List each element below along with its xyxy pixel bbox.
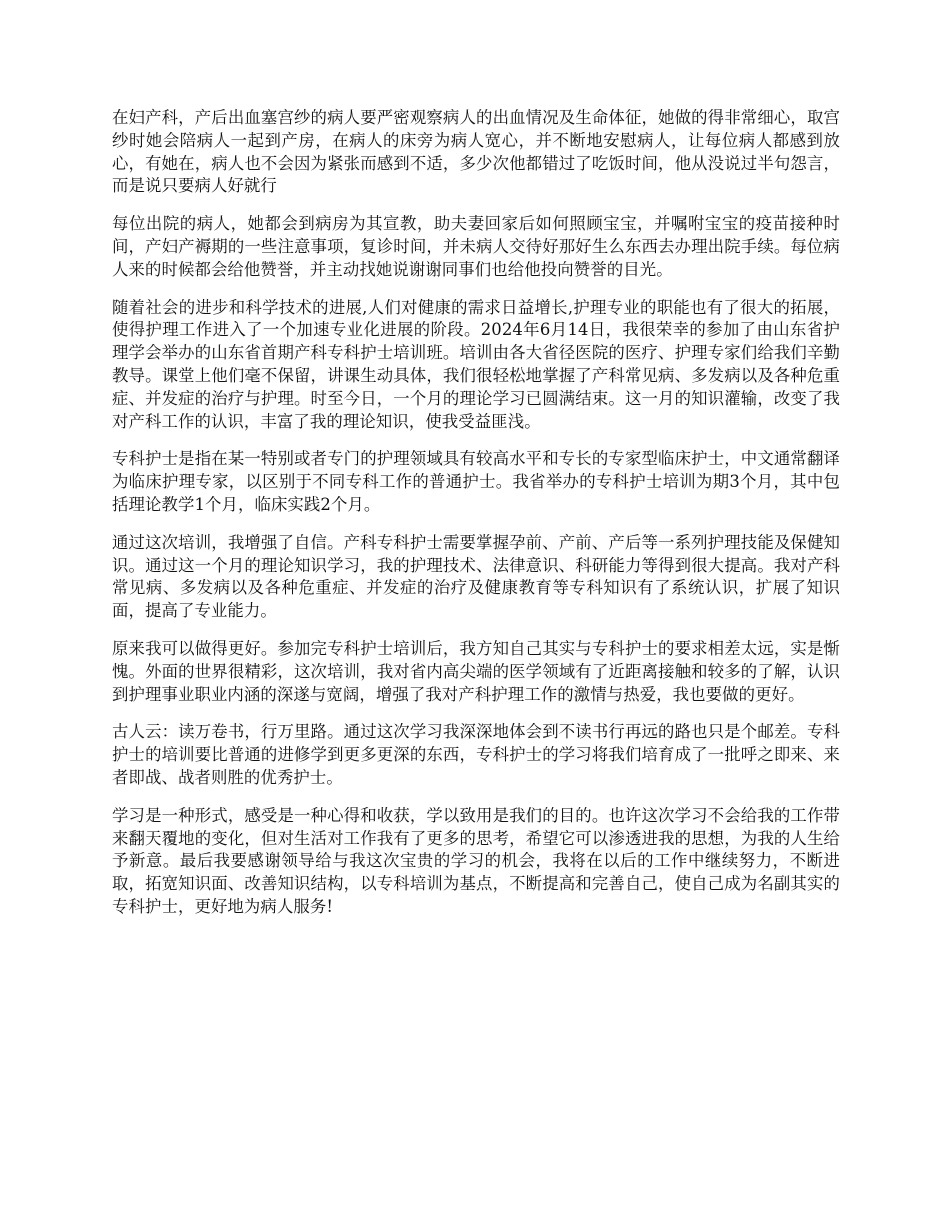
paragraph-specialist-nurse-definition: 专科护士是指在某一特别或者专门的护理领域具有较高水平和专长的专家型临床护士，中文通常翻译为临床护理专家，以区别于不同专科工作的普通护士。我省举办的专科护士培训为期3个月，其中包括理论教学1个月，临床实践2个月。 xyxy=(112,449,840,514)
paragraph-do-better: 原来我可以做得更好。参加完专科护士培训后，我方知自己其实与专科护士的要求相差太远，实是惭愧。外面的世界很精彩，这次培训，我对省内高尖端的医学领域有了近距离接触和较多的了解，认识到护理事业职业内涵的深遂与宽阔，增强了我对产科护理工作的激情与热爱，我也要做的更好。 xyxy=(112,638,840,704)
paragraph-conclusion: 学习是一种形式，感受是一种心得和收获，学以致用是我们的目的。也许这次学习不会给我的工作带来翻天覆地的变化，但对生活对工作我有了更多的思考，希望它可以渗透进我的思想，为我的人生给予新意。最后我要感谢领导给与我这次宝贵的学习的机会，我将在以后的工作中继续努力，不断进取，拓宽知识面、改善知识结构，以专科培训为基点，不断提高和完善自己，使自己成为名副其实的专科护士，更好地为病人服务! xyxy=(112,805,840,916)
paragraph-training-course: 随着社会的进步和科学技术的进展,人们对健康的需求日益增长,护理专业的职能也有了很大的拓展，使得护理工作进入了一个加速专业化进展的阶段。2024年6月14日，我很荣幸的参加了由山东省护理学会举办的山东省首期产科专科护士培训班。培训由各大省径医院的医疗、护理专家们给我们辛勤教导。课堂上他们毫不保留，讲课生动具体，我们很轻松地掌握了产科常见病、多发病以及各种危重症、并发症的治疗与护理。时至今日，一个月的理论学习已圆满结束。这一月的知识灌输，改变了我对产科工作的认识，丰富了我的理论知识，使我受益匪浅。 xyxy=(112,297,840,431)
paragraph-discharge-education: 每位出院的病人，她都会到病房为其宣教，助夫妻回家后如何照顾宝宝，并嘱咐宝宝的疫苗接种时间，产妇产褥期的一些注意事项，复诊时间，并未病人交待好那好生么东西去办理出院手续。每位病人来的时候都会给他赞誉，并主动找她说谢谢同事们也给他投向赞誉的目光。 xyxy=(112,214,840,279)
paragraph-delivery-room-care: 在妇产科，产后出血塞宫纱的病人要严密观察病人的出血情况及生命体征，她做的得非常细心，取宫纱时她会陪病人一起到产房，在病人的床旁为病人宽心，并不断地安慰病人，让每位病人都感到放心，有她在，病人也不会因为紧张而感到不适，多少次他都错过了吃饭时间，他从没说过半句怨言，而是说只要病人好就行 xyxy=(112,108,840,196)
paragraph-confidence-gained: 通过这次培训，我增强了自信。产科专科护士需要掌握孕前、产前、产后等一系列护理技能及保健知识。通过这一个月的理论知识学习，我的护理技术、法律意识、科研能力等得到很大提高。我对产科常见病、多发病以及各种危重症、并发症的治疗及健康教育等专科知识有了系统认识，扩展了知识面，提高了专业能力。 xyxy=(112,532,840,621)
document-body xyxy=(112,107,840,934)
paragraph-ancient-saying: 古人云：读万卷书，行万里路。通过这次学习我深深地体会到不读书行再远的路也只是个邮差。专科护士的培训要比普通的进修学到更多更深的东西，专科护士的学习将我们培育成了一批呼之即来、来者即战、战者则胜的优秀护士。 xyxy=(112,722,840,787)
